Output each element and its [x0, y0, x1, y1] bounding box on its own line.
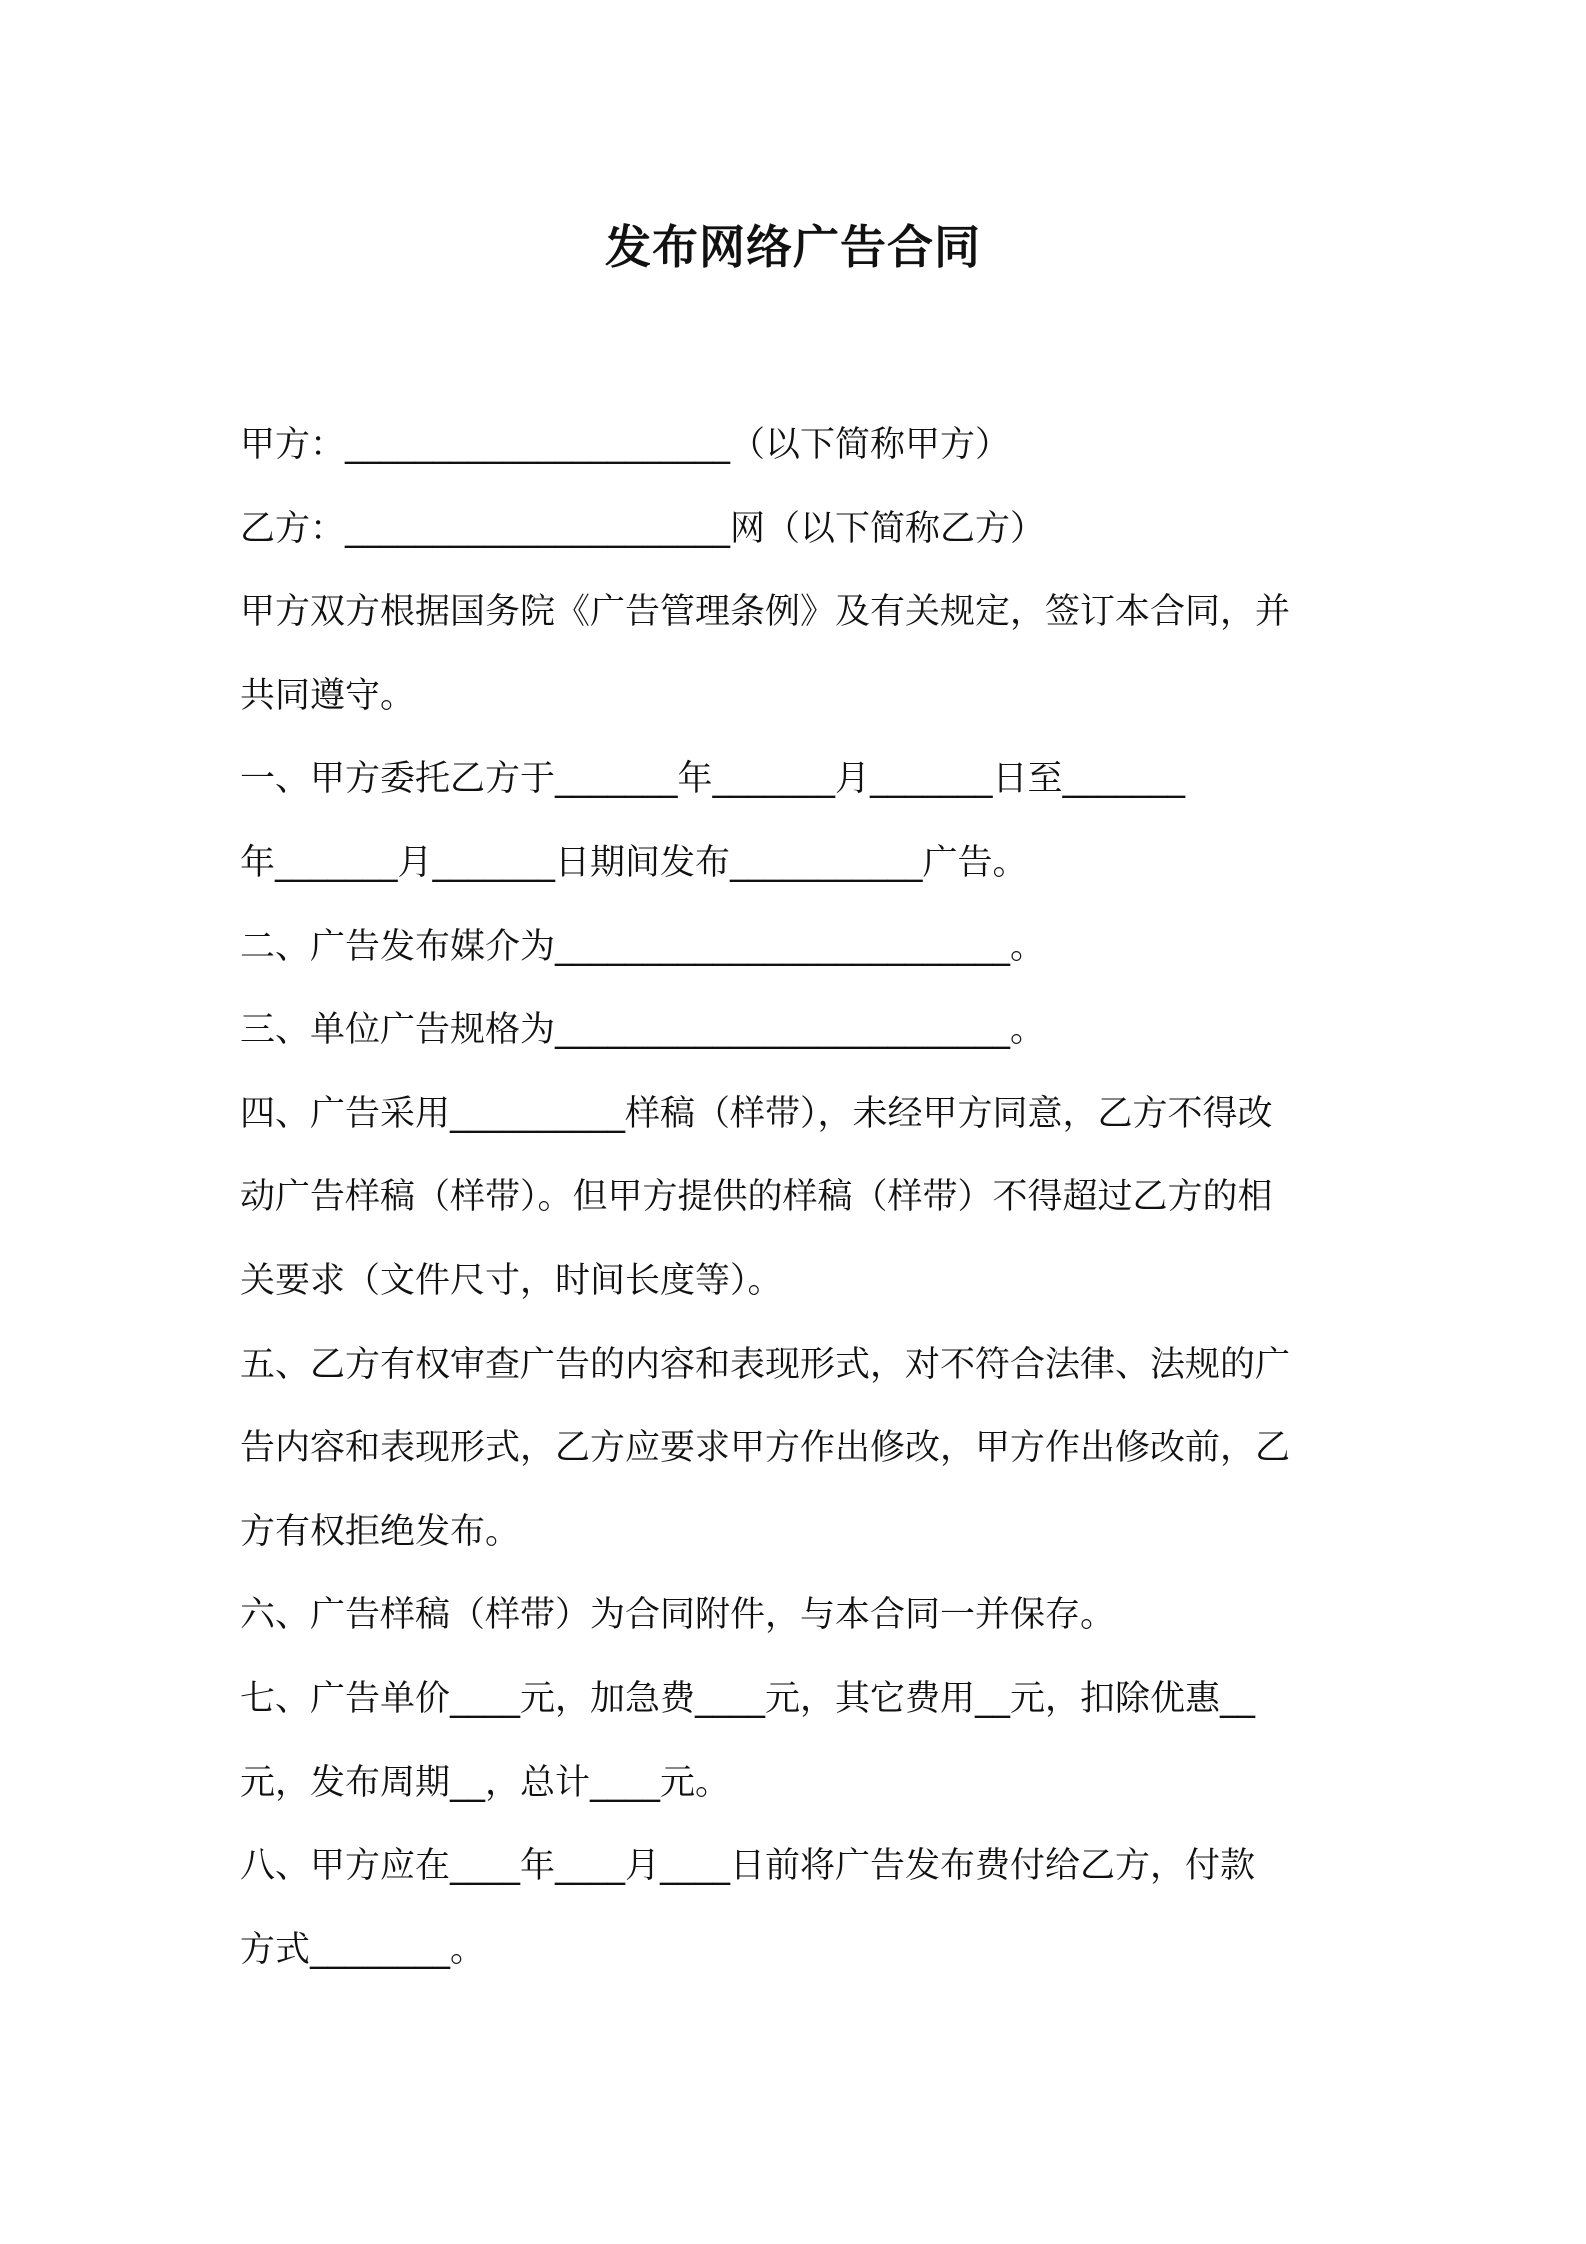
document-title: 发布网络广告合同 [605, 220, 981, 274]
clause-5-line-3: 方有权拒绝发布。 [240, 1511, 521, 1552]
preamble-line-1: 甲方双方根据国务院《广告管理条例》及有关规定，签订本合同，并 [240, 592, 1291, 633]
clause-1-line-1: 一、甲方委托乙方于_______年_______月_______日至_______ [240, 759, 1186, 800]
clause-4-line-1: 四、广告采用__________样稿（样带），未经甲方同意，乙方不得改 [240, 1093, 1273, 1134]
clause-7-line-2: 元，发布周期__，总计____元。 [240, 1762, 731, 1803]
clause-4-line-2: 动广告样稿（样带）。但甲方提供的样稿（样带）不得超过乙方的相 [240, 1177, 1273, 1218]
clause-3-line: 三、单位广告规格为__________________________。 [240, 1010, 1046, 1051]
clause-6-line: 六、广告样稿（样带）为合同附件，与本合同一并保存。 [240, 1595, 1116, 1636]
clause-8-line-1: 八、甲方应在____年____月____日前将广告发布费付给乙方，付款 [240, 1846, 1256, 1887]
preamble-line-2: 共同遵守。 [240, 675, 416, 716]
clause-7-line-1: 七、广告单价____元，加急费____元，其它费用__元，扣除优惠__ [240, 1678, 1256, 1719]
clause-4-line-3: 关要求（文件尺寸，时间长度等）。 [240, 1260, 783, 1301]
party-b-line: 乙方：______________________网（以下简称乙方） [240, 508, 1046, 549]
clause-8-line-2: 方式________。 [240, 1929, 486, 1970]
party-a-line: 甲方：______________________（以下简称甲方） [240, 425, 1011, 465]
clause-5-line-1: 五、乙方有权审查广告的内容和表现形式，对不符合法律、法规的广 [240, 1344, 1291, 1385]
clause-2-line: 二、广告发布媒介为__________________________。 [240, 926, 1046, 967]
clause-1-line-2: 年_______月_______日期间发布___________广告。 [240, 842, 1028, 883]
document-body [240, 404, 1360, 1992]
clause-5-line-2: 告内容和表现形式，乙方应要求甲方作出修改，甲方作出修改前，乙 [240, 1428, 1291, 1469]
